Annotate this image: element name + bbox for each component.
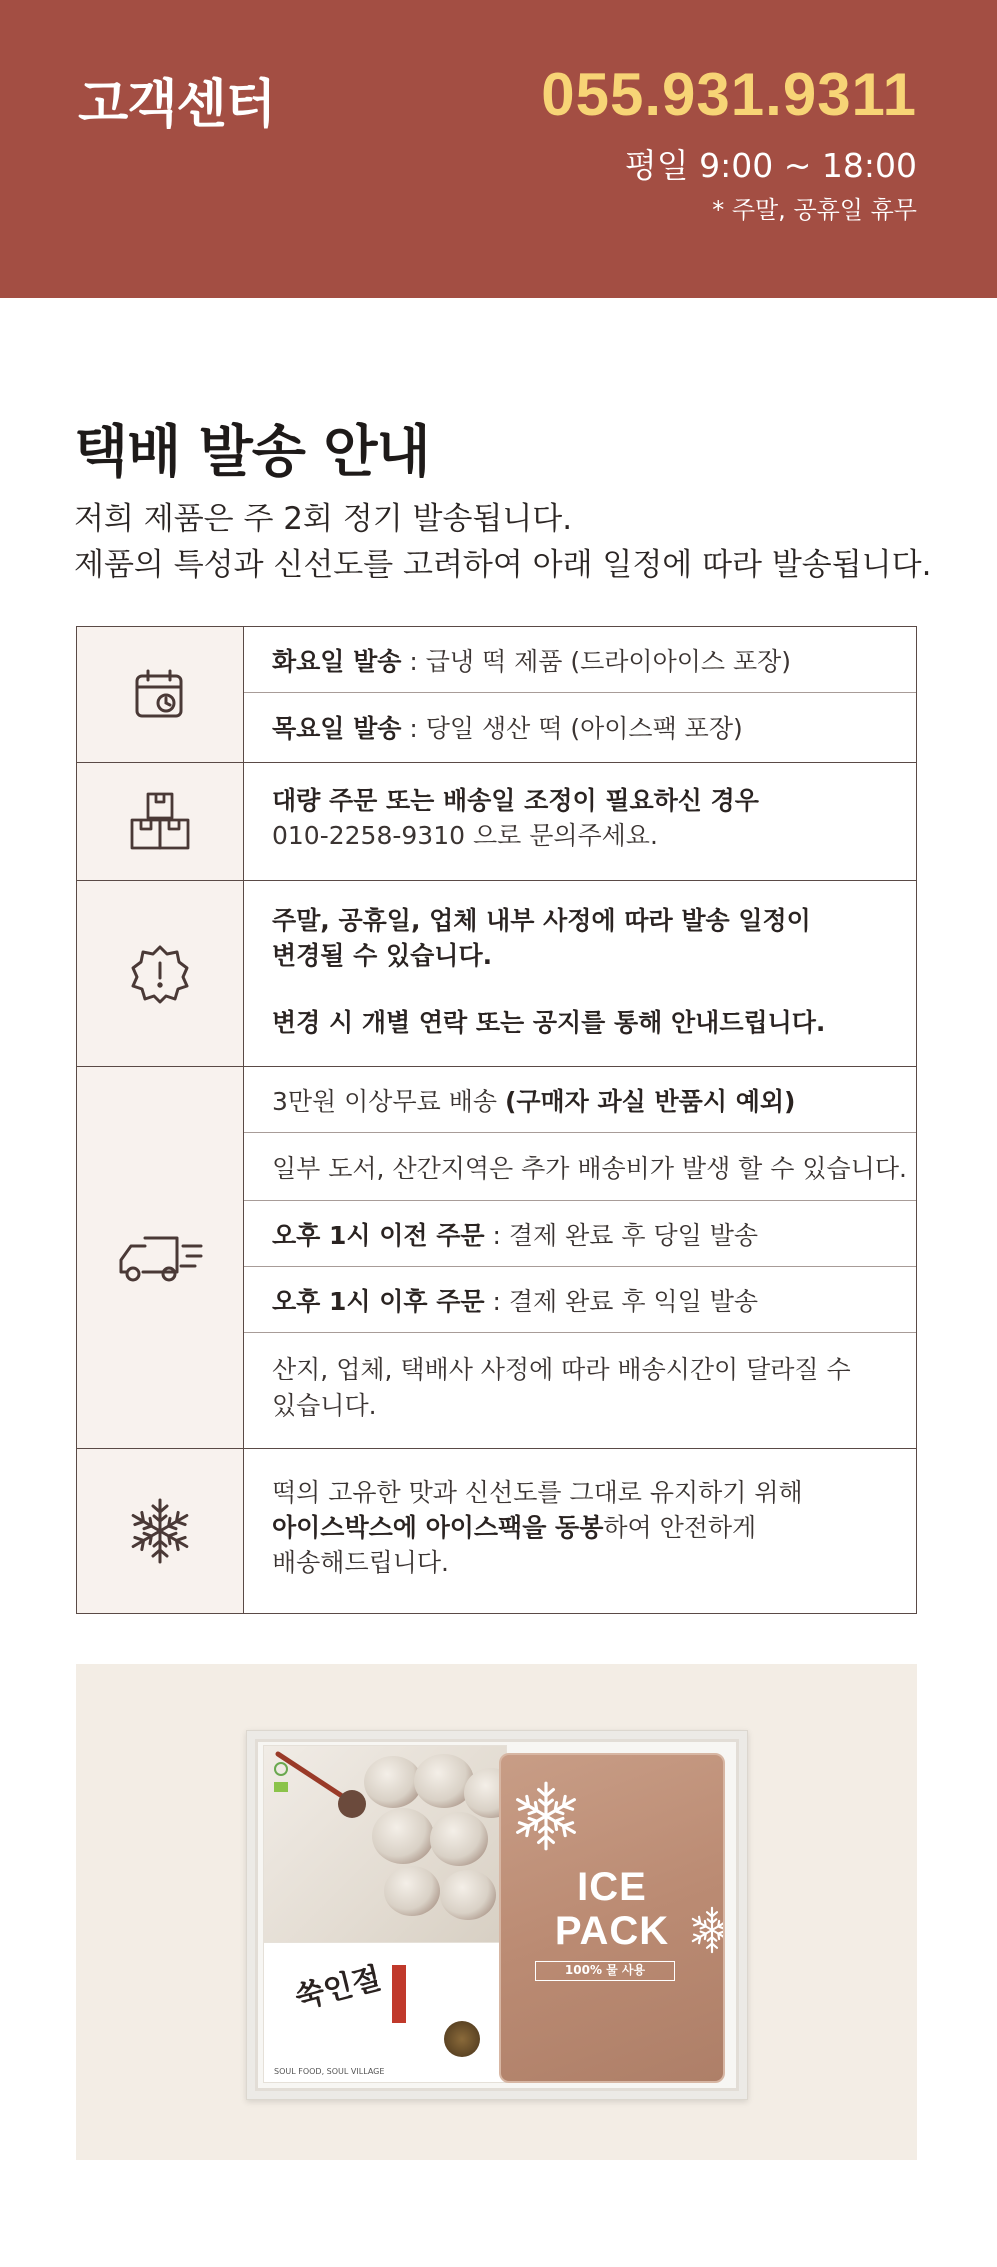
intro-line: 저희 제품은 주 2회 정기 발송됩니다. bbox=[74, 501, 573, 537]
ice-pack-label-line1: ICE bbox=[577, 1865, 647, 1909]
snowflake-icon bbox=[509, 1779, 583, 1853]
rice-cake-label bbox=[264, 1942, 506, 2083]
extra-fee-text: 일부 도서, 산간지역은 추가 배송비가 발생 할 수 있습니다. bbox=[272, 1153, 907, 1183]
phone-number[interactable]: 055.931.9311 bbox=[541, 61, 917, 128]
before-1pm-text: : 결제 완료 후 당일 발송 bbox=[484, 1220, 759, 1250]
vary-line: 있습니다. bbox=[272, 1391, 377, 1420]
tuesday-shipping bbox=[244, 627, 916, 693]
ice-pack bbox=[499, 1753, 725, 2083]
schedule-row bbox=[77, 627, 916, 763]
cold-packaging-row bbox=[77, 1449, 916, 1613]
boxes-icon bbox=[128, 790, 192, 854]
icon-cell bbox=[77, 1067, 244, 1448]
delivery-truck-icon bbox=[115, 1230, 205, 1286]
schedule-notice-text bbox=[272, 903, 896, 1040]
before-1pm-order bbox=[244, 1201, 916, 1267]
free-shipping-exception: (구매자 과실 반품시 예외) bbox=[504, 1086, 796, 1116]
customer-center-title: 고객센터 bbox=[78, 75, 275, 135]
business-hours: 평일 9:00 ~ 18:00 bbox=[624, 146, 917, 185]
cold-line: 떡의 고유한 맛과 신선도를 그대로 유지하기 위해 bbox=[272, 1478, 803, 1507]
customer-center-header bbox=[0, 0, 997, 298]
schedule-notice-content bbox=[244, 881, 916, 1066]
after-1pm-text: : 결제 완료 후 익일 발송 bbox=[484, 1286, 759, 1316]
before-1pm-label: 오후 1시 이전 주문 bbox=[272, 1220, 485, 1250]
shipping-info-table bbox=[76, 626, 917, 1614]
bulk-order-text bbox=[272, 783, 896, 853]
intro-line: 제품의 특성과 신선도를 고려하여 아래 일정에 따라 발송됩니다. bbox=[74, 547, 932, 583]
bulk-order-line: 대량 주문 또는 배송일 조정이 필요하신 경우 bbox=[272, 786, 759, 815]
ice-pack-label-line2: PACK bbox=[554, 1909, 670, 1953]
fork-icon bbox=[272, 1750, 382, 1840]
notice-line: 변경 시 개별 연락 또는 공지를 통해 안내드립니다. bbox=[272, 1008, 826, 1037]
cold-line-rest: 하여 안전하게 bbox=[603, 1513, 757, 1542]
icon-cell bbox=[77, 627, 244, 762]
extra-shipping-fee bbox=[244, 1133, 916, 1201]
bulk-order-content bbox=[244, 763, 916, 880]
cold-line: 배송해드립니다. bbox=[272, 1548, 449, 1577]
notice-line: 변경될 수 있습니다. bbox=[272, 941, 493, 970]
packaging-photo bbox=[246, 1730, 748, 2100]
shipping-guide-title: 택배 발송 안내 bbox=[74, 420, 430, 485]
thursday-text: : 당일 생산 떡 (아이스팩 포장) bbox=[401, 714, 743, 743]
delivery-time-varies bbox=[272, 1352, 896, 1424]
closed-note: * 주말, 공휴일 휴무 bbox=[712, 196, 917, 224]
after-1pm-order bbox=[244, 1267, 916, 1333]
alert-badge-icon bbox=[129, 943, 191, 1005]
free-shipping bbox=[244, 1067, 916, 1133]
thursday-shipping bbox=[244, 693, 916, 761]
icon-cell bbox=[77, 881, 244, 1066]
ice-pack-sub-label: 100% 물 사용 bbox=[535, 1961, 675, 1981]
bulk-order-contact: 010-2258-9310 으로 문의주세요. bbox=[272, 821, 658, 850]
delivery-content bbox=[244, 1067, 916, 1448]
tuesday-label: 화요일 발송 bbox=[272, 646, 402, 676]
delivery-row bbox=[77, 1067, 916, 1449]
cold-packaging-text bbox=[272, 1475, 896, 1580]
cold-line-bold: 아이스박스에 아이스팩을 동봉 bbox=[272, 1513, 604, 1542]
product-red-stamp bbox=[392, 1965, 406, 2023]
product-calligraphy-logo: 쑥인절 bbox=[291, 1960, 385, 2016]
shipping-intro bbox=[74, 496, 931, 588]
notice-line: 주말, 공휴일, 업체 내부 사정에 따라 발송 일정이 bbox=[272, 906, 811, 935]
tuesday-text: : 급냉 떡 제품 (드라이아이스 포장) bbox=[401, 646, 792, 676]
cold-packaging-content bbox=[244, 1449, 916, 1613]
free-shipping-text: 3만원 이상무료 배송 bbox=[272, 1086, 505, 1116]
bulk-order-row bbox=[77, 763, 916, 881]
after-1pm-label: 오후 1시 이후 주문 bbox=[272, 1286, 485, 1316]
icon-cell bbox=[77, 1449, 244, 1613]
packaging-photo-area bbox=[76, 1664, 917, 2160]
product-seal bbox=[444, 2021, 480, 2057]
calendar-clock-icon bbox=[132, 667, 188, 723]
rice-cake-photo bbox=[264, 1746, 506, 1942]
schedule-content bbox=[244, 627, 916, 762]
brand-text: SOUL FOOD, SOUL VILLAGE bbox=[274, 2067, 385, 2076]
vary-line: 산지, 업체, 택배사 사정에 따라 배송시간이 달라질 수 bbox=[272, 1355, 851, 1384]
snowflake-icon bbox=[125, 1496, 195, 1566]
thursday-label: 목요일 발송 bbox=[272, 714, 402, 743]
schedule-notice-row bbox=[77, 881, 916, 1067]
rice-cake-package bbox=[263, 1745, 507, 2083]
icon-cell bbox=[77, 763, 244, 880]
